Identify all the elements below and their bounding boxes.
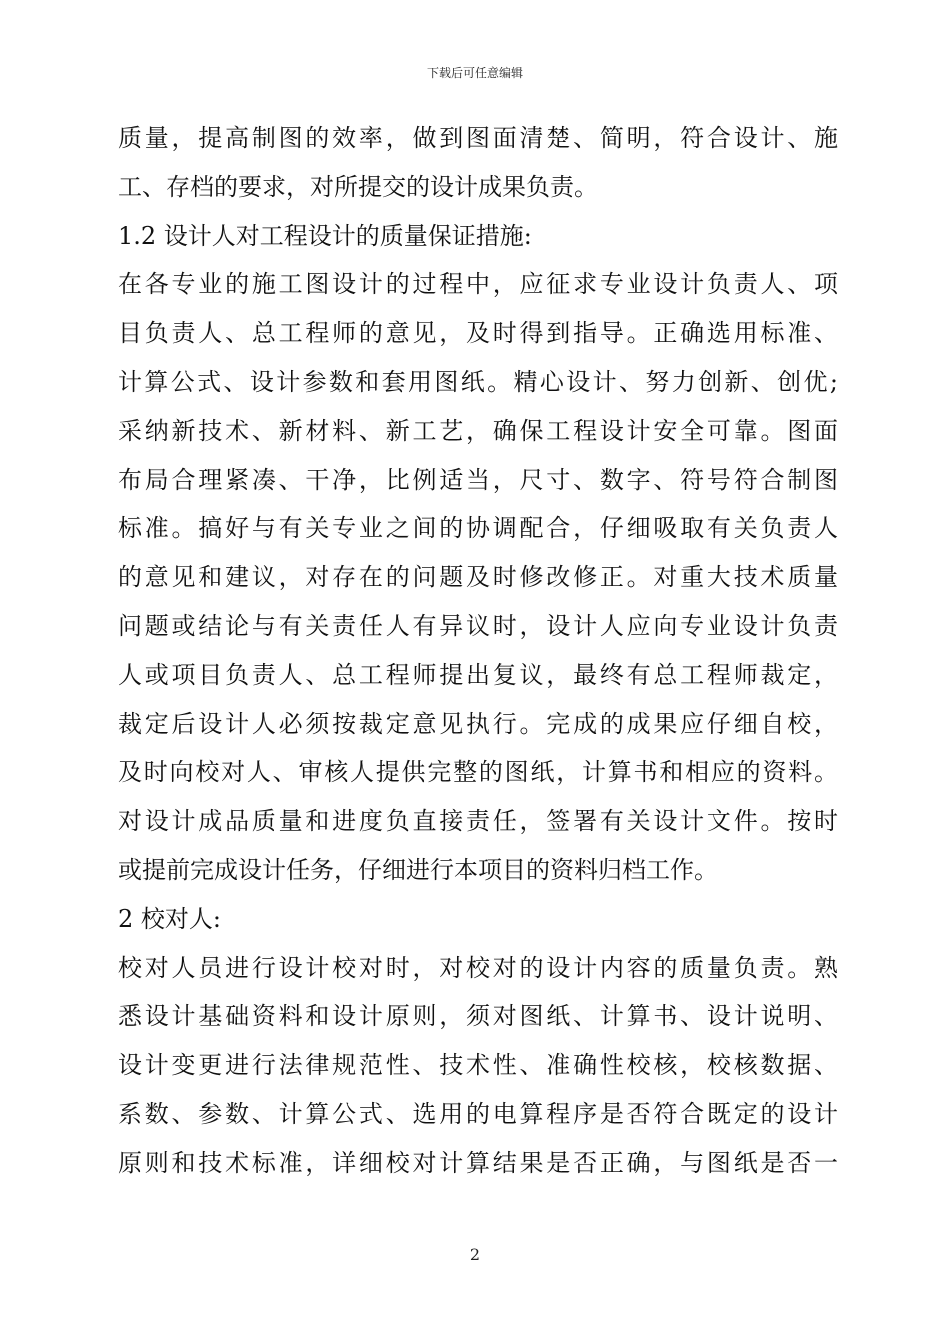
text-line: 标准。搞好与有关专业之间的协调配合，仔细吸取有关负责人 — [118, 514, 838, 543]
text-line: 裁定后设计人必须按裁定意见执行。完成的成果应仔细自校， — [118, 709, 838, 738]
text-line: 目负责人、总工程师的意见，及时得到指导。正确选用标准、 — [118, 319, 838, 348]
page-number: 2 — [469, 1245, 481, 1264]
body-text — [118, 114, 838, 1188]
text-line: 的意见和建议，对存在的问题及时修改修正。对重大技术质量 — [118, 563, 838, 592]
text-line: 校对人员进行设计校对时，对校对的设计内容的质量负责。熟 — [118, 953, 838, 982]
text-line: 系数、参数、计算公式、选用的电算程序是否符合既定的设计 — [118, 1099, 838, 1128]
text-line: 布局合理紧凑、干净，比例适当，尺寸、数字、符号符合制图 — [118, 465, 838, 494]
section-heading: 2 校对人: — [118, 904, 221, 933]
text-line: 质量，提高制图的效率，做到图面清楚、简明，符合设计、施 — [118, 124, 838, 152]
text-line: 计算公式、设计参数和套用图纸。精心设计、努力创新、创优; — [118, 367, 838, 396]
text-line: 设计变更进行法律规范性、技术性、准确性校核，校核数据、 — [118, 1051, 838, 1080]
text-line: 悉设计基础资料和设计原则，须对图纸、计算书、设计说明、 — [118, 1002, 838, 1031]
text-line: 及时向校对人、审核人提供完整的图纸，计算书和相应的资料。 — [118, 758, 838, 787]
text-line: 在各专业的施工图设计的过程中，应征求专业设计负责人、项 — [118, 270, 838, 299]
text-line: 或提前完成设计任务，仔细进行本项目的资料归档工作。 — [118, 855, 718, 884]
section-heading: 1.2 设计人对工程设计的质量保证措施: — [118, 221, 532, 250]
text-line: 问题或结论与有关责任人有异议时，设计人应向专业设计负责 — [118, 611, 838, 640]
text-line: 工、存档的要求，对所提交的设计成果负责。 — [118, 172, 598, 201]
text-line: 人或项目负责人、总工程师提出复议，最终有总工程师裁定， — [118, 660, 838, 689]
text-line: 对设计成品质量和进度负直接责任，签署有关设计文件。按时 — [118, 807, 838, 836]
text-line: 原则和技术标准，详细校对计算结果是否正确，与图纸是否一 — [118, 1148, 838, 1177]
text-line: 采纳新技术、新材料、新工艺，确保工程设计安全可靠。图面 — [118, 416, 838, 445]
page-header: 下载后可任意编辑 — [426, 66, 523, 80]
